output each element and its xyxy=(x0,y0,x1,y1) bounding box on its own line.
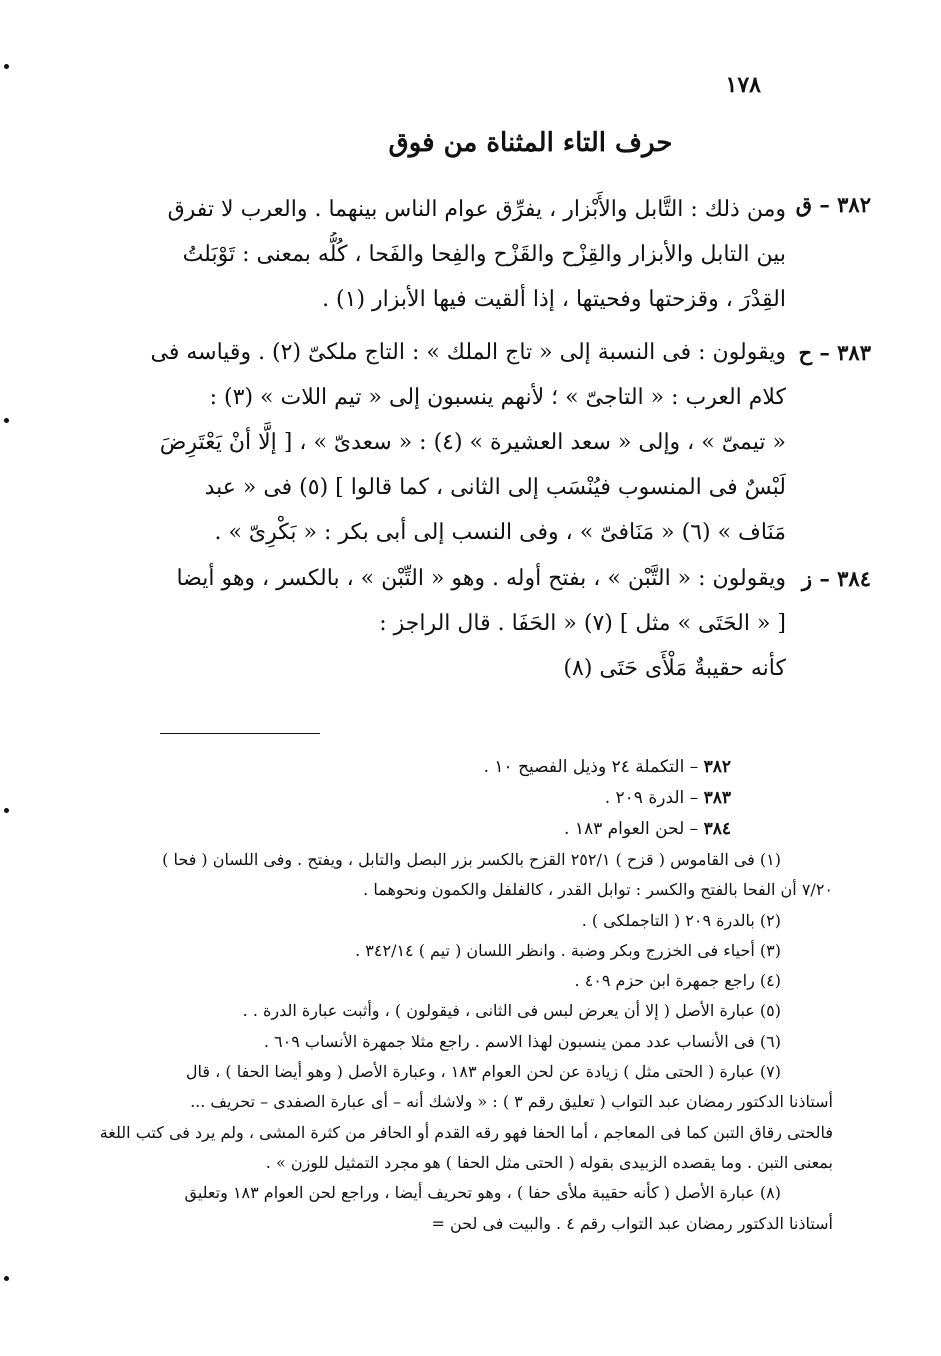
footnote-line: بمعنى التبن . وما يقصده الزبيدى بقوله ( الحتى مثل الحفا ) هو مجرد التمثيل للوزن » . xyxy=(265,1152,833,1172)
footnote-line: أستاذنا الدكتور رمضان عبد التواب رقم ٤ . والبيت فى لحن = xyxy=(431,1213,833,1233)
entry-line: لَبْسٌ فى المنسوب فيُنْسَب إلى الثانى ، كما قالوا ] (٥) فى « عبد xyxy=(204,475,786,500)
reference-number: ٣٨٣ xyxy=(703,788,731,808)
reference-text: – التكملة ٢٤ وذيل الفصيح ١٠ . xyxy=(483,757,704,777)
footnote-line: (٣) أحياء فى الخزرج وبكر وضبة . وانظر اللسان ( تيم ) ٣٤٢/١٤ . xyxy=(355,940,781,960)
reference-number: ٣٨٤ xyxy=(703,819,731,839)
footnote-separator xyxy=(160,733,320,734)
footnote-line: (٨) عبارة الأصل ( كأنه حقيبة ملأى حفا ) ، وهو تحريف أيضا ، وراجع لحن العوام ١٨٣ وتعليق xyxy=(184,1183,781,1203)
entry-number: ٣٨٤ – ز xyxy=(801,566,871,591)
reference-line xyxy=(484,814,731,845)
entry-line: كلام العرب : « التاجىّ » ؛ لأنهم ينسبون إلى « تيم اللات » (٣) : xyxy=(209,385,786,410)
margin-mark xyxy=(4,418,9,423)
footnote-line: (٧) عبارة ( الحتى مثل ) زيادة عن لحن العوام ١٨٣ ، وعبارة الأصل ( وهو أيضا الحفا ) ، قال xyxy=(185,1062,781,1082)
reference-line xyxy=(484,783,731,814)
reference-number: ٣٨٢ xyxy=(703,757,731,777)
entry-line: ويقولون : « التَّبْن » ، بفتح أوله . وهو « التِّبْن » ، بالكسر ، وهو أيضا xyxy=(176,566,786,591)
footnote-line: (٢) بالدرة ٢٠٩ ( التاجملكى ) . xyxy=(581,910,781,930)
footnote-line: (٥) عبارة الأصل ( إلا أن يعرض لبس فى الثانى ، فيقولون ) ، وأثبت عبارة الدرة . . xyxy=(242,1001,781,1021)
entry-384 xyxy=(146,556,786,691)
entry-line: « تيمىّ » ، وإلى « سعد العشيرة » (٤) : « سعدىّ » ، [ إلَّا أنْ يَعْتَرِضَ xyxy=(159,430,786,455)
entry-number: ٣٨٢ – ق xyxy=(795,192,871,217)
margin-mark xyxy=(4,1276,9,1281)
margin-mark xyxy=(4,64,9,69)
page-number: ١٧٨ xyxy=(725,72,761,98)
entry-383 xyxy=(146,330,786,555)
entry-line: [ « الحَتَى » مثل ] (٧) « الحَفَا . قال الراجز : xyxy=(379,611,786,636)
entry-line: القِدْرَ ، وقزحتها وفحيتها ، إذا ألقيت فيها الأبزار (١) . xyxy=(322,287,786,312)
chapter-title: حرف التاء المثناة من فوق xyxy=(388,128,673,158)
reference-line xyxy=(484,752,731,783)
footnote-line: (٤) راجع جمهرة ابن حزم ٤٠٩ . xyxy=(574,971,781,991)
footnote-line: (٦) فى الأنساب عدد ممن ينسبون لهذا الاسم . راجع مثلا جمهرة الأنساب ٦٠٩ . xyxy=(263,1031,781,1051)
footnote-line: ٧/٢٠ أن الفحا بالفتح والكسر : توابل القدر ، كالفلفل والكمون ونحوهما . xyxy=(363,880,833,900)
verse-line: كأنه حقيبةٌ مَلْأَى حَتَى (٨) xyxy=(563,656,786,681)
reference-text: – لحن العوام ١٨٣ . xyxy=(564,819,704,839)
entry-382 xyxy=(146,187,786,322)
entry-line: مَنَاف » (٦) « مَنَافىّ » ، وفى النسب إلى أبى بكر : « بَكْرِىّ » . xyxy=(214,520,786,545)
entry-line: ومن ذلك : التَّابل والأَبْزار ، يفرِّق عوام الناس بينهما . والعرب لا تفرق xyxy=(167,197,786,222)
source-references xyxy=(484,752,731,845)
margin-mark xyxy=(4,808,9,813)
footnotes xyxy=(76,845,833,1239)
reference-text: – الدرة ٢٠٩ . xyxy=(604,788,704,808)
footnote-line: (١) فى القاموس ( قزح ) ٢٥٢/١ القزح بالكسر بزر البصل والتابل ، ويفتح . وفى اللسان ( فحا ) xyxy=(162,850,781,869)
footnote-line: فالحتى رقاق التبن كما فى المعاجم ، أما الحفا فهو رقه القدم أو الحافر من كثرة المشى ، ولم يرد فى كتب اللغة xyxy=(99,1122,833,1142)
entry-number: ٣٨٣ – ح xyxy=(798,340,871,365)
entry-line: بين التابل والأبزار والقِزْح والقَزْح والفِحا والفَحا ، كُلُّه بمعنى : تَوْبَلتُ xyxy=(182,242,786,267)
footnote-line: أستاذنا الدكتور رمضان عبد التواب ( تعليق رقم ٣ ) : « ولاشك أنه – أى عبارة الصفدى – تحريف ... xyxy=(190,1092,833,1112)
entry-line: ويقولون : فى النسبة إلى « تاج الملك » : التاج ملكىّ (٢) . وقياسه فى xyxy=(150,340,786,365)
